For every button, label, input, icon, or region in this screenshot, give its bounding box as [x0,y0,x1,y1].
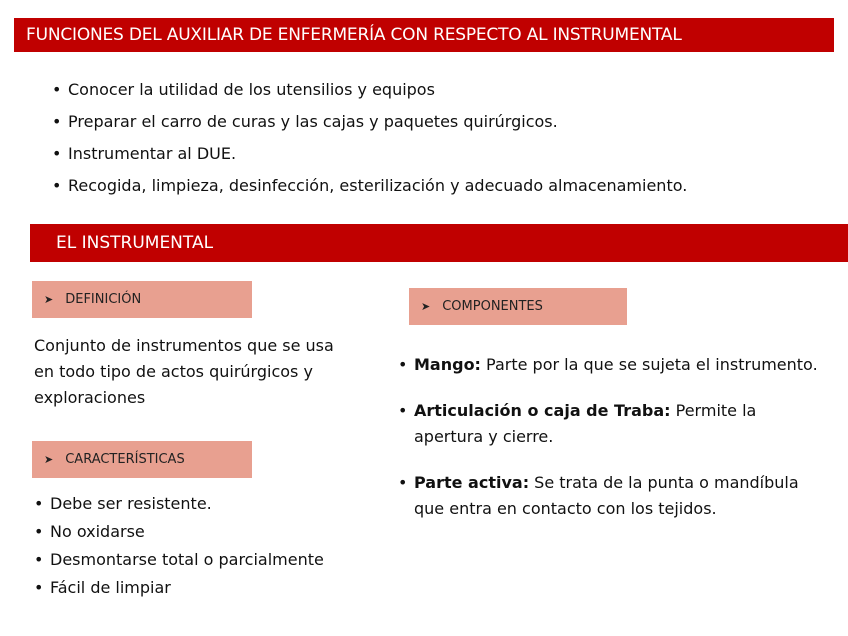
arrowhead-right-icon: ➤ [44,453,54,466]
section-title: EL INSTRUMENTAL [30,224,848,262]
components-heading [409,288,627,325]
components-label: COMPONENTES [442,299,543,314]
definition-heading [32,281,252,318]
component-description: Se trata de la punta o mandíbula que entra en contacto con los tejidos. [414,473,799,518]
list-item: • Conocer la utilidad de los utensilios y equipos [52,78,687,110]
list-item [398,398,828,450]
arrowhead-right-icon: ➤ [421,300,431,313]
list-item: • Recogida, limpieza, desinfección, esterilización y adecuado almacenamiento. [52,174,687,206]
list-item [398,470,828,522]
characteristics-heading [32,441,252,478]
component-description: Permite la apertura y cierre. [414,401,757,446]
list-item: • Preparar el carro de curas y las cajas y paquetes quirúrgicos. [52,110,687,142]
definition-label: DEFINICIÓN [65,292,142,307]
component-term: Parte activa: [414,473,530,492]
list-item: • Fácil de limpiar [34,574,324,602]
list-item: • Instrumentar al DUE. [52,142,687,174]
list-item: • Debe ser resistente. [34,490,324,518]
definition-text: Conjunto de instrumentos que se usa en todo tipo de actos quirúrgicos y exploraciones [34,336,334,407]
arrowhead-right-icon: ➤ [44,293,54,306]
page-title: FUNCIONES DEL AUXILIAR DE ENFERMERÍA CON RESPECTO AL INSTRUMENTAL [14,18,834,52]
components-list [398,352,828,542]
list-item: • Desmontarse total o parcialmente [34,546,324,574]
component-description: Parte por la que se sujeta el instrumento. [480,355,818,374]
list-item: • No oxidarse [34,518,324,546]
characteristics-list [34,490,324,602]
component-term: Articulación o caja de Traba: [414,401,671,420]
list-item [398,352,828,378]
characteristics-label: CARACTERÍSTICAS [65,452,185,467]
component-term: Mango: [414,355,481,374]
functions-list [52,78,687,206]
